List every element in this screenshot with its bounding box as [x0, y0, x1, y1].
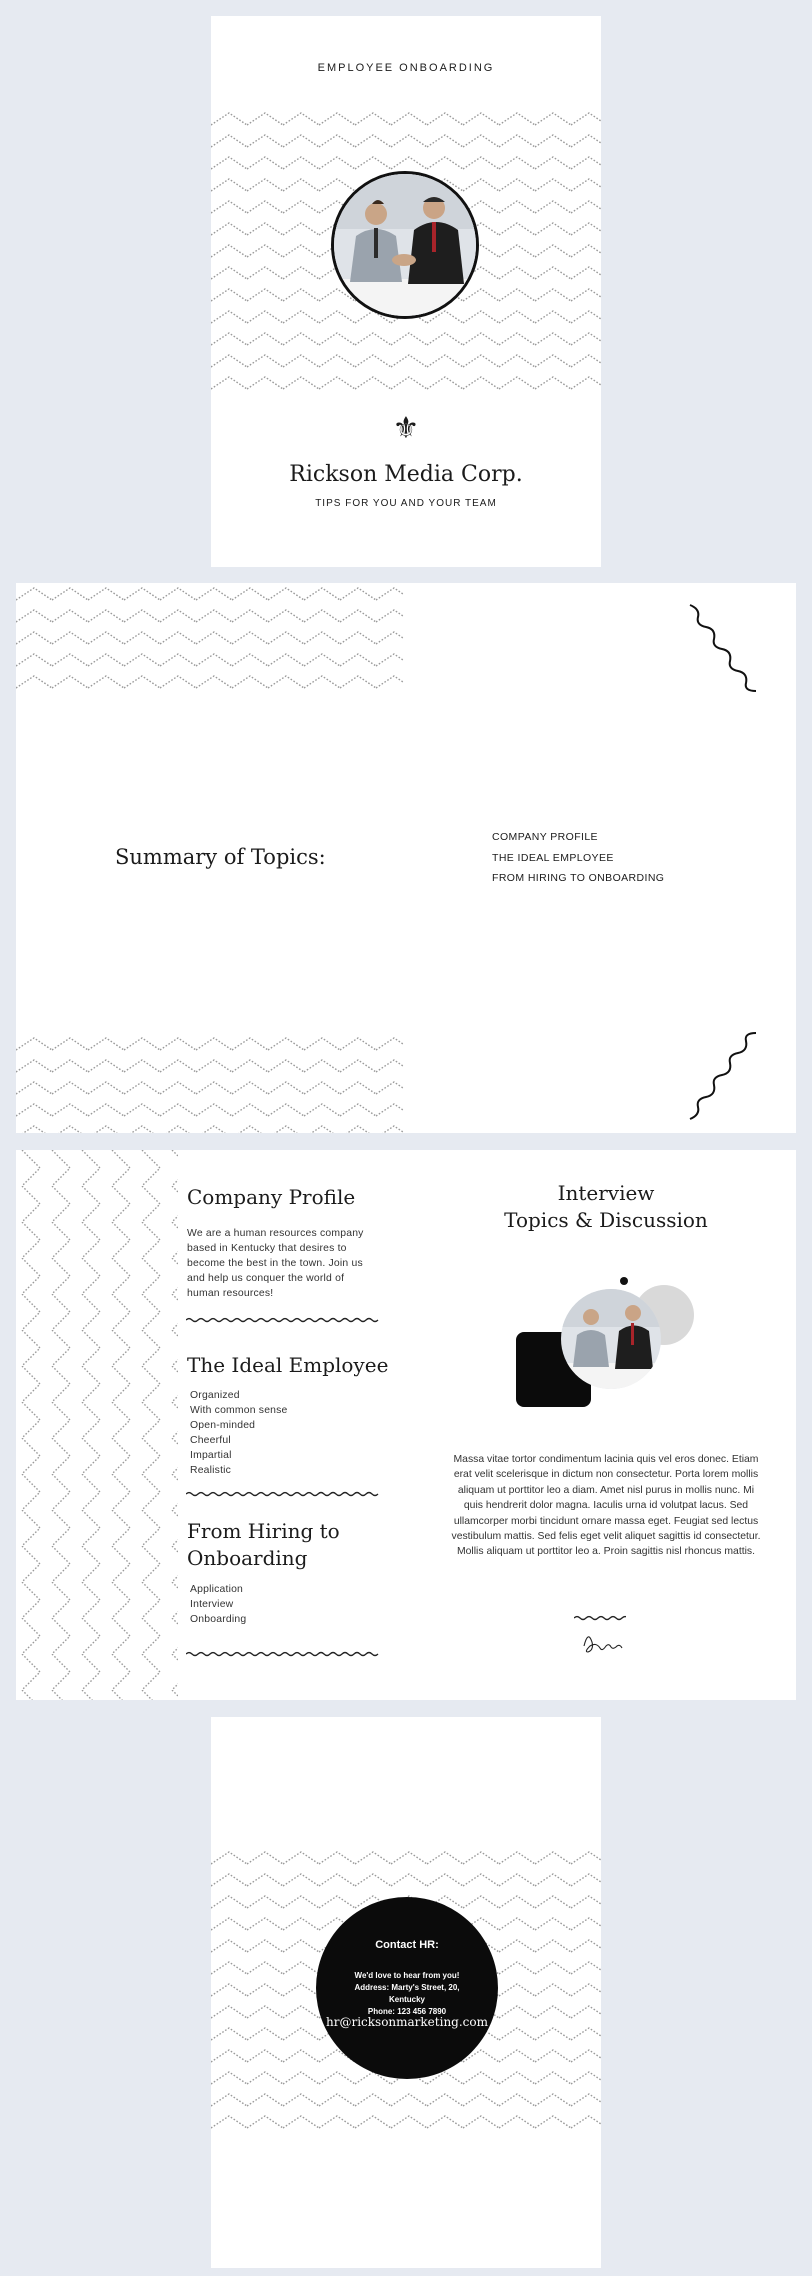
contact-heading: Contact HR: — [375, 1939, 439, 1951]
topic-item: FROM HIRING TO ONBOARDING — [492, 872, 665, 884]
list-item: Cheerful — [190, 1435, 231, 1446]
topic-item: THE IDEAL EMPLOYEE — [492, 851, 614, 864]
company-profile-heading: Company Profile — [187, 1185, 356, 1209]
fleur-de-lis-icon: ⚜ — [392, 412, 420, 445]
interview-text: Massa vitae tortor condimentum lacinia quis vel eros donec. Etiam erat velit scelerisque in dictum non consectetur. Porta lorem mollis aliquam ut porttitor leo a diam. Amet nisl purus in mollis nunc. Mi quis hendrerit dolor magna. Iaculis urna id volutpat lacus. Sed ullamcorper morbi tincidunt ornare massa eget. Feugiat sed lectus vestibulum mattis. Sed felis eget velit aliquet sagittis id consectetur. Mollis aliquam ut porttitor leo a. Proin sagittis nisl rhoncus mattis. — [451, 1454, 761, 1558]
contact-line: We'd love to hear from you! — [354, 1971, 460, 1980]
list-item: Organized — [190, 1390, 240, 1401]
company-profile-text: We are a human resources company based in Kentucky that desires to become the best in the town. Join us and help us conquer the world of human resources! — [187, 1228, 364, 1299]
interview-heading-line1: Interview — [557, 1181, 655, 1205]
list-item: Open-minded — [190, 1420, 256, 1431]
contact-city: Kentucky — [388, 1995, 425, 2004]
cover-photo — [331, 171, 479, 319]
summary-topic-list — [492, 831, 664, 893]
chevron-pattern-side — [16, 1150, 178, 1700]
wave-divider — [186, 1316, 382, 1324]
wave-divider — [186, 1650, 382, 1658]
contact-page — [211, 1717, 601, 2268]
list-item: Onboarding — [190, 1614, 247, 1625]
hiring-steps-list — [190, 1582, 246, 1627]
summary-page — [16, 583, 796, 1133]
list-item: With common sense — [190, 1405, 288, 1416]
wave-divider — [186, 1490, 382, 1498]
chevron-pattern-bottom — [16, 1033, 404, 1133]
wave-ornament — [574, 1614, 626, 1622]
contact-phone: Phone: 123 456 7890 — [367, 2007, 447, 2016]
ideal-employee-heading: The Ideal Employee — [187, 1353, 389, 1377]
handshake-photo-icon — [334, 174, 476, 316]
contact-circle — [316, 1897, 498, 2079]
details-page — [16, 1150, 796, 1700]
contact-address: Address: Marty's Street, 20, — [354, 1983, 460, 1992]
company-name: Rickson Media Corp. — [289, 462, 523, 487]
topic-item: COMPANY PROFILE — [492, 831, 598, 843]
squiggle-decoration-bottom — [686, 1023, 786, 1123]
squiggle-decoration-top — [686, 601, 786, 701]
ideal-employee-list — [190, 1388, 288, 1478]
list-item: Application — [190, 1584, 244, 1595]
interview-heading — [461, 1180, 751, 1234]
signature-icon — [578, 1626, 626, 1656]
list-item: Interview — [190, 1599, 234, 1610]
list-item: Impartial — [190, 1450, 232, 1461]
chevron-pattern-top — [16, 583, 404, 693]
interview-heading-line2: Topics & Discussion — [504, 1208, 708, 1232]
photo-collage — [511, 1275, 711, 1425]
contact-email[interactable]: hr@ricksonmarketing.com — [326, 2015, 488, 2029]
list-item: Realistic — [190, 1465, 232, 1476]
cover-kicker: EMPLOYEE ONBOARDING — [317, 62, 495, 74]
hiring-heading: From Hiring to Onboarding — [187, 1519, 340, 1570]
cover-tagline: TIPS FOR YOU AND YOUR TEAM — [315, 498, 497, 509]
cover-page — [211, 16, 601, 567]
summary-title: Summary of Topics: — [115, 845, 326, 869]
